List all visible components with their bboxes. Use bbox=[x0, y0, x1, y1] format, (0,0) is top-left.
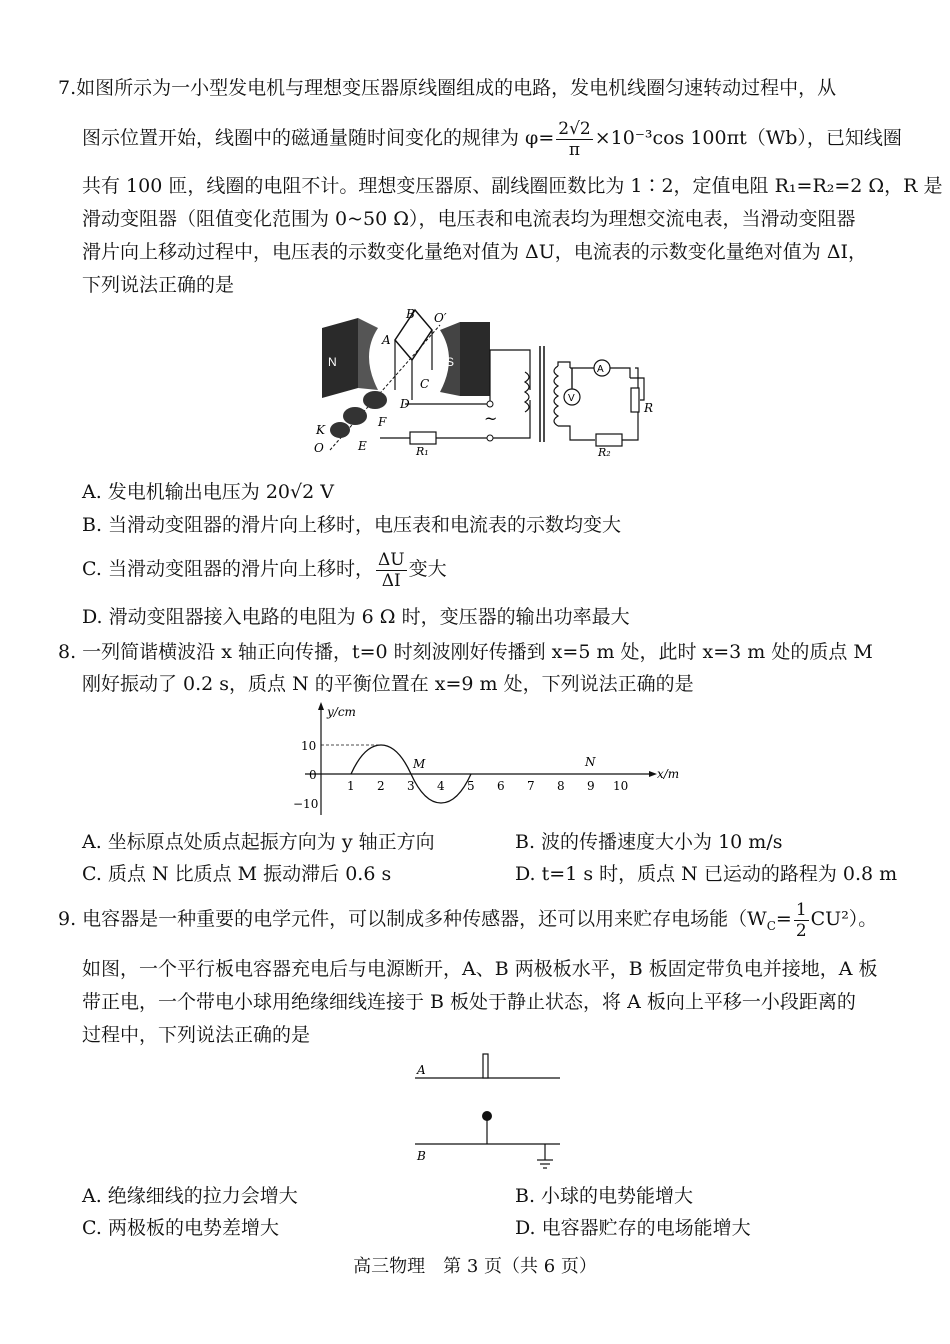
q9-line3: 带正电，一个带电小球用绝缘细线连接于 B 板处于静止状态，将 A 板向上平移一小段距离的 bbox=[82, 991, 856, 1013]
q7-line6: 下列说法正确的是 bbox=[82, 274, 235, 296]
q9-option-d[interactable]: D. 电容器贮存的电场能增大 bbox=[515, 1217, 751, 1239]
y-tick-10: 10 bbox=[301, 739, 317, 753]
q9-line2: 如图，一个平行板电容器充电后与电源断开，A、B 两极板水平，B 板固定带负电并接地，A 板 bbox=[82, 958, 878, 980]
q7-option-d[interactable]: D. 滑动变阻器接入电路的电阻为 6 Ω 时，变压器的输出功率最大 bbox=[82, 606, 630, 628]
q8-option-c[interactable]: C. 质点 N 比质点 M 振动滞后 0.6 s bbox=[82, 863, 392, 885]
capacitor-figure bbox=[405, 1048, 575, 1178]
x-tick-8: 8 bbox=[557, 779, 565, 793]
generator-circuit-figure bbox=[300, 300, 670, 460]
y-axis-label: y/cm bbox=[327, 705, 356, 719]
point-m-label: M bbox=[413, 757, 426, 771]
plate-a-label: A bbox=[417, 1063, 426, 1077]
q7-option-a[interactable]: A. 发电机输出电压为 20√2 V bbox=[82, 481, 334, 503]
point-n-label: N bbox=[585, 755, 596, 769]
q8-option-a[interactable]: A. 坐标原点处质点起振方向为 y 轴正方向 bbox=[82, 831, 435, 853]
x-tick-1: 1 bbox=[347, 779, 355, 793]
plate-b-label: B bbox=[417, 1149, 426, 1163]
q7-line3: 共有 100 匝，线圈的电阻不计。理想变压器原、副线圈匝数比为 1∶2，定值电阻 R₁=R₂=2 Ω，R 是 bbox=[82, 175, 943, 197]
q9-line1: 9. 电容器是一种重要的电学元件，可以制成多种传感器，还可以用来贮存电场能（$W_C=$ $\frac{1}{2}$ CU²）。 bbox=[58, 899, 878, 941]
label-r1: R₁ bbox=[416, 445, 429, 458]
magnet-s-label: S bbox=[446, 355, 455, 369]
q8-option-d[interactable]: D. t=1 s 时，质点 N 已运动的路程为 0.8 m bbox=[515, 863, 898, 885]
q9-option-c[interactable]: C. 两极板的电势差增大 bbox=[82, 1217, 279, 1239]
y-tick-neg10: −10 bbox=[293, 797, 319, 811]
q7-line2: 图示位置开始，线圈中的磁通量随时间变化的规律为 φ= $\frac{2√2}{\pi}$ ×10⁻³cos 100πt（Wb），已知线圈 bbox=[82, 118, 902, 160]
label-e: E bbox=[358, 439, 367, 453]
label-o: O bbox=[314, 441, 324, 455]
voltmeter-label: V bbox=[568, 393, 575, 404]
label-o-prime: O′ bbox=[434, 311, 447, 325]
q9-option-b[interactable]: B. 小球的电势能增大 bbox=[515, 1185, 694, 1207]
q7-option-c[interactable]: C. 当滑动变阻器的滑片向上移时， $\frac{\Delta U}{\Delta I}$ 变大 bbox=[82, 549, 447, 591]
label-b: B bbox=[406, 307, 415, 321]
label-c: C bbox=[420, 377, 430, 391]
y-tick-0: 0 bbox=[309, 768, 317, 782]
q7-option-b[interactable]: B. 当滑动变阻器的滑片向上移时，电压表和电流表的示数均变大 bbox=[82, 514, 622, 536]
q8-line1: 8. 一列简谐横波沿 x 轴正向传播，t=0 时刻波刚好传播到 x=5 m 处，此时 x=3 m 处的质点 M bbox=[58, 641, 873, 663]
label-d: D bbox=[400, 397, 410, 411]
x-tick-4: 4 bbox=[437, 779, 445, 793]
x-tick-7: 7 bbox=[527, 779, 535, 793]
x-tick-9: 9 bbox=[587, 779, 595, 793]
x-ticks bbox=[347, 779, 628, 793]
q9-line4: 过程中，下列说法正确的是 bbox=[82, 1024, 311, 1046]
x-tick-6: 6 bbox=[497, 779, 505, 793]
q7-line4: 滑动变阻器（阻值变化范围为 0~50 Ω），电压表和电流表均为理想交流电表，当滑动变阻器 bbox=[82, 208, 856, 230]
q7-line5: 滑片向上移动过程中，电压表的示数变化量绝对值为 ΔU，电流表的示数变化量绝对值为 ΔI， bbox=[82, 241, 868, 263]
x-axis-label: x/m bbox=[657, 767, 680, 781]
q7-line1: 7.如图所示为一小型发电机与理想变压器原线圈组成的电路，发电机线圈匀速转动过程中，从 bbox=[58, 77, 837, 99]
label-r: R bbox=[644, 401, 654, 415]
page-footer: 高三物理 第 3 页（共 6 页） bbox=[353, 1256, 597, 1277]
x-tick-10: 10 bbox=[613, 779, 629, 793]
ammeter-label: A bbox=[597, 364, 604, 375]
x-tick-3: 3 bbox=[407, 779, 415, 793]
label-f: F bbox=[378, 415, 387, 429]
ac-source-symbol: ~ bbox=[484, 409, 498, 428]
x-tick-2: 2 bbox=[377, 779, 385, 793]
label-r2: R₂ bbox=[598, 446, 611, 459]
energy-fraction: $\frac{1}{2}$ bbox=[795, 899, 807, 941]
wave-graph bbox=[285, 700, 685, 820]
q8-line2: 刚好振动了 0.2 s，质点 N 的平衡位置在 x=9 m 处，下列说法正确的是 bbox=[82, 673, 694, 695]
x-tick-5: 5 bbox=[467, 779, 475, 793]
delta-u-over-delta-i: $\frac{\Delta U}{\Delta I}$ bbox=[377, 549, 405, 591]
q8-option-b[interactable]: B. 波的传播速度大小为 10 m/s bbox=[515, 831, 783, 853]
label-k: K bbox=[316, 423, 325, 437]
magnet-n-label: N bbox=[328, 355, 337, 369]
q9-option-a[interactable]: A. 绝缘细线的拉力会增大 bbox=[82, 1185, 298, 1207]
flux-fraction: $\frac{2√2}{\pi}$ bbox=[558, 118, 591, 160]
label-a: A bbox=[382, 333, 391, 347]
